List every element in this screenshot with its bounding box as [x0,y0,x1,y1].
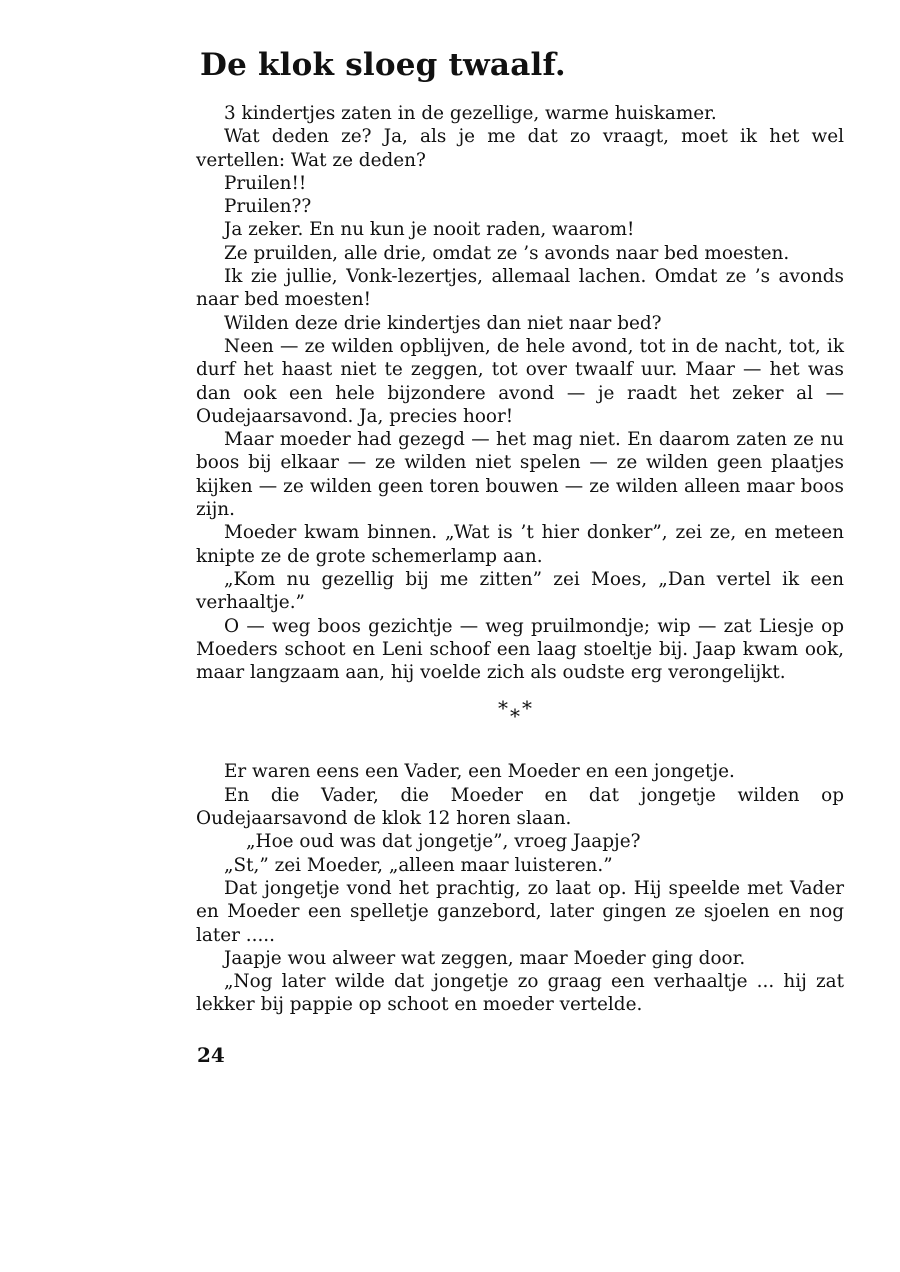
paragraph: Ik zie jullie, Vonk-lezertjes, allemaal lachen. Omdat ze ’s avonds naar bed moesten! [196,266,844,311]
story-part-1 [196,102,844,684]
section-separator [196,684,844,760]
paragraph: 3 kindertjes zaten in de gezellige, warme huiskamer. [224,103,717,124]
page-number: 24 [197,1043,225,1067]
paragraph: Neen — ze wilden opblijven, de hele avond, tot in de nacht, tot, ik durf het haast niet te zeggen, tot over twaalf uur. Maar — het was dan ook een hele bijzondere avond — je raadt het zeker al — Oudejaarsavond. Ja, precies hoor! [196,335,844,427]
paragraph: Wat deden ze? Ja, als je me dat zo vraagt, moet ik het wel vertellen: Wat ze deden? [196,126,844,171]
paragraph: O — weg boos gezichtje — weg pruilmondje; wip — zat Liesje op Moeders schoot en Leni schoof een laag stoeltje bij. Jaap kwam ook, maar langzaam aan, hij voelde zich als oudste erg verongelijkt. [196,615,844,684]
paragraph: „Kom nu gezellig bij me zitten” zei Moes, „Dan vertel ik een verhaaltje.” [196,568,844,614]
paragraph: Moeder kwam binnen. „Wat is ’t hier donker”, zei ze, en meteen knipte ze de grote schemerlamp aan. [196,522,844,567]
page-title: De klok sloeg twaalf. [200,47,566,83]
paragraph: Dat jongetje vond het prachtig, zo laat op. Hij speelde met Vader en Moeder een spelletje ganzebord, later gingen ze sjoelen en nog later ..... [196,877,844,946]
paragraph: „St,” zei Moeder, „alleen maar luisteren.” [224,854,613,876]
story-part-2 [196,760,844,1016]
paragraph: „Hoe oud was dat jongetje”, vroeg Jaapje? [246,831,641,853]
asterisk: * [510,704,520,729]
asterisk: * [498,696,508,721]
paragraph: Maar moeder had gezegd — het mag niet. En daarom zaten ze nu boos bij elkaar — ze wilden niet spelen — ze wilden geen plaatjes kijken — ze wilden geen toren bouwen — ze wilden alleen maar boos zijn. [196,429,844,521]
paragraph: Wilden deze drie kindertjes dan niet naar bed? [224,312,662,334]
paragraph: Ja zeker. En nu kun je nooit raden, waarom! [224,219,635,241]
asterisk: * [522,696,532,721]
paragraph: Jaapje wou alweer wat zeggen, maar Moeder ging door. [224,947,746,969]
paragraph: En die Vader, die Moeder en dat jongetje wilden op Oudejaarsavond de klok 12 horen slaan. [196,784,844,830]
paragraph: Ze pruilden, alle drie, omdat ze ’s avonds naar bed moesten. [224,242,790,264]
paragraph: Er waren eens een Vader, een Moeder en een jongetje. [224,761,735,783]
page-content [196,42,844,1017]
paragraph: Pruilen!! [224,172,307,194]
paragraph: Pruilen?? [224,196,312,218]
paragraph: „Nog later wilde dat jongetje zo graag een verhaaltje ... hij zat lekker bij pappie op schoot en moeder vertelde. [196,971,844,1016]
